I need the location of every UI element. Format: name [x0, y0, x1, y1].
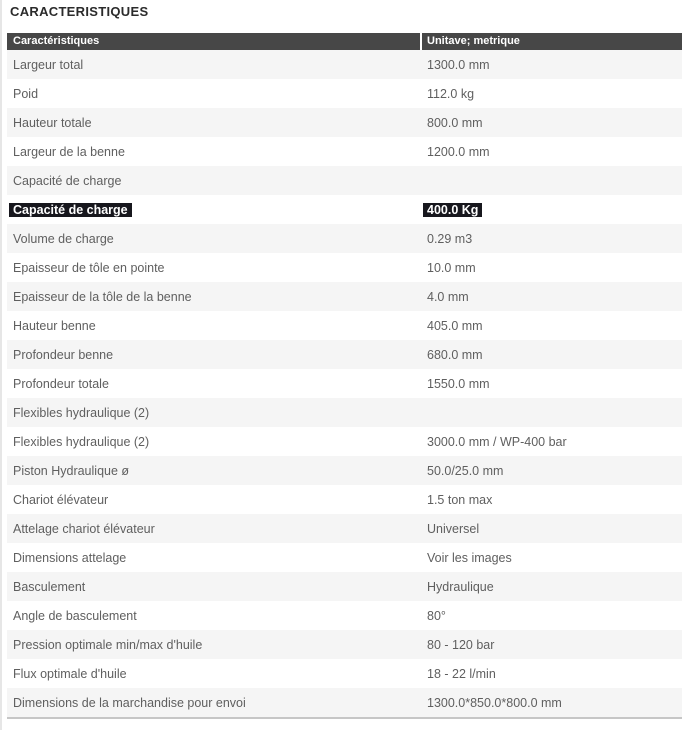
table-row: [7, 253, 682, 282]
row-value-cell: [420, 435, 682, 449]
row-label-cell: [7, 203, 420, 217]
row-value: 1300.0*850.0*800.0 mm: [427, 695, 562, 710]
row-label: Profondeur totale: [13, 376, 109, 391]
row-value-cell: [420, 290, 682, 304]
row-value: 10.0 mm: [427, 260, 476, 275]
row-label-cell: [7, 87, 420, 101]
table-row: [7, 79, 682, 108]
table-row: [7, 688, 682, 717]
table-row: [7, 369, 682, 398]
row-label-cell: [7, 290, 420, 304]
row-value-cell: [420, 377, 682, 391]
row-label: Flexibles hydraulique (2): [13, 405, 150, 420]
table-row: [7, 543, 682, 572]
row-value-cell: [420, 58, 682, 72]
row-label: Largeur total: [13, 57, 84, 72]
row-value-cell: [420, 116, 682, 130]
row-value-cell: [420, 145, 682, 159]
row-label: Piston Hydraulique ø: [13, 463, 130, 478]
row-value: 680.0 mm: [427, 347, 483, 362]
row-label-cell: [7, 377, 420, 391]
row-label: Capacité de charge: [9, 203, 132, 217]
row-label: Capacité de charge: [13, 173, 122, 188]
table-row: [7, 659, 682, 688]
row-label-cell: [7, 319, 420, 333]
table-row: [7, 137, 682, 166]
row-label-cell: [7, 348, 420, 362]
row-value: Voir les images: [427, 550, 512, 565]
row-value: Hydraulique: [427, 579, 494, 594]
table-row: [7, 630, 682, 659]
table-header-row: [7, 33, 682, 50]
row-label-cell: [7, 493, 420, 507]
table-row: [7, 601, 682, 630]
row-value: 1.5 ton max: [427, 492, 493, 507]
row-label-cell: [7, 261, 420, 275]
row-value-cell: [420, 87, 682, 101]
row-value: 80°: [427, 608, 446, 623]
row-value: Universel: [427, 521, 480, 536]
row-label: Dimensions attelage: [13, 550, 127, 565]
table-body: [7, 50, 682, 717]
row-label: Flexibles hydraulique (2): [13, 434, 150, 449]
row-label-cell: [7, 522, 420, 536]
row-value: 1300.0 mm: [427, 57, 490, 72]
table-row: [7, 572, 682, 601]
table-row: [7, 166, 682, 195]
row-value: 112.0 kg: [427, 86, 475, 101]
row-value: 800.0 mm: [427, 115, 483, 130]
row-label: Angle de basculement: [13, 608, 137, 623]
row-value-cell: [420, 464, 682, 478]
row-label-cell: [7, 406, 420, 420]
row-label: Volume de charge: [13, 231, 114, 246]
row-label-cell: [7, 551, 420, 565]
row-label-cell: [7, 580, 420, 594]
row-value: 18 - 22 l/min: [427, 666, 496, 681]
row-label: Chariot élévateur: [13, 492, 109, 507]
row-label-cell: [7, 58, 420, 72]
row-label-cell: [7, 435, 420, 449]
table-row: [7, 50, 682, 79]
row-label-cell: [7, 696, 420, 710]
row-label: Flux optimale d'huile: [13, 666, 127, 681]
row-value-cell: [420, 203, 682, 217]
table-row: [7, 282, 682, 311]
page-title: CARACTERISTIQUES: [10, 4, 149, 19]
row-label: Basculement: [13, 579, 86, 594]
page-edge-line: [0, 0, 2, 730]
column-header-unit-metric: Unitave; metrique: [420, 33, 682, 50]
row-value: 0.29 m3: [427, 231, 473, 246]
row-value: 1550.0 mm: [427, 376, 490, 391]
row-value-cell: [420, 522, 682, 536]
row-value-cell: [420, 580, 682, 594]
row-value: 405.0 mm: [427, 318, 483, 333]
table-row: [7, 311, 682, 340]
row-value-cell: [420, 551, 682, 565]
row-label-cell: [7, 609, 420, 623]
row-label: Largeur de la benne: [13, 144, 125, 159]
row-value-cell: [420, 493, 682, 507]
row-label-cell: [7, 638, 420, 652]
row-value-cell: [420, 348, 682, 362]
row-value-cell: [420, 667, 682, 681]
row-value-cell: [420, 696, 682, 710]
row-value-cell: [420, 638, 682, 652]
row-label: Pression optimale min/max d'huile: [13, 637, 203, 652]
row-value-cell: [420, 232, 682, 246]
row-label-cell: [7, 116, 420, 130]
row-value: 400.0 Kg: [423, 203, 482, 217]
table-row: [7, 340, 682, 369]
row-value: 50.0/25.0 mm: [427, 463, 504, 478]
table-row: [7, 195, 682, 224]
table-row: [7, 398, 682, 427]
characteristics-table: [7, 33, 682, 719]
table-row: [7, 514, 682, 543]
table-row: [7, 224, 682, 253]
row-label-cell: [7, 145, 420, 159]
row-label: Poid: [13, 86, 39, 101]
row-label: Attelage chariot élévateur: [13, 521, 155, 536]
row-value: 4.0 mm: [427, 289, 469, 304]
row-label-cell: [7, 667, 420, 681]
row-label: Profondeur benne: [13, 347, 114, 362]
table-row: [7, 427, 682, 456]
table-row: [7, 108, 682, 137]
row-value-cell: [420, 319, 682, 333]
table-row: [7, 456, 682, 485]
row-label: Hauteur benne: [13, 318, 96, 333]
row-label-cell: [7, 232, 420, 246]
row-value-cell: [420, 609, 682, 623]
row-label: Dimensions de la marchandise pour envoi: [13, 695, 246, 710]
row-label-cell: [7, 464, 420, 478]
row-label: Hauteur totale: [13, 115, 92, 130]
row-label: Epaisseur de tôle en pointe: [13, 260, 165, 275]
row-label: Epaisseur de la tôle de la benne: [13, 289, 192, 304]
row-value: 80 - 120 bar: [427, 637, 495, 652]
column-header-caracteristiques: Caractéristiques: [13, 35, 100, 47]
row-label-cell: [7, 174, 420, 188]
table-row: [7, 485, 682, 514]
row-value: 3000.0 mm / WP-400 bar: [427, 434, 567, 449]
row-value-cell: [420, 261, 682, 275]
row-value: 1200.0 mm: [427, 144, 490, 159]
